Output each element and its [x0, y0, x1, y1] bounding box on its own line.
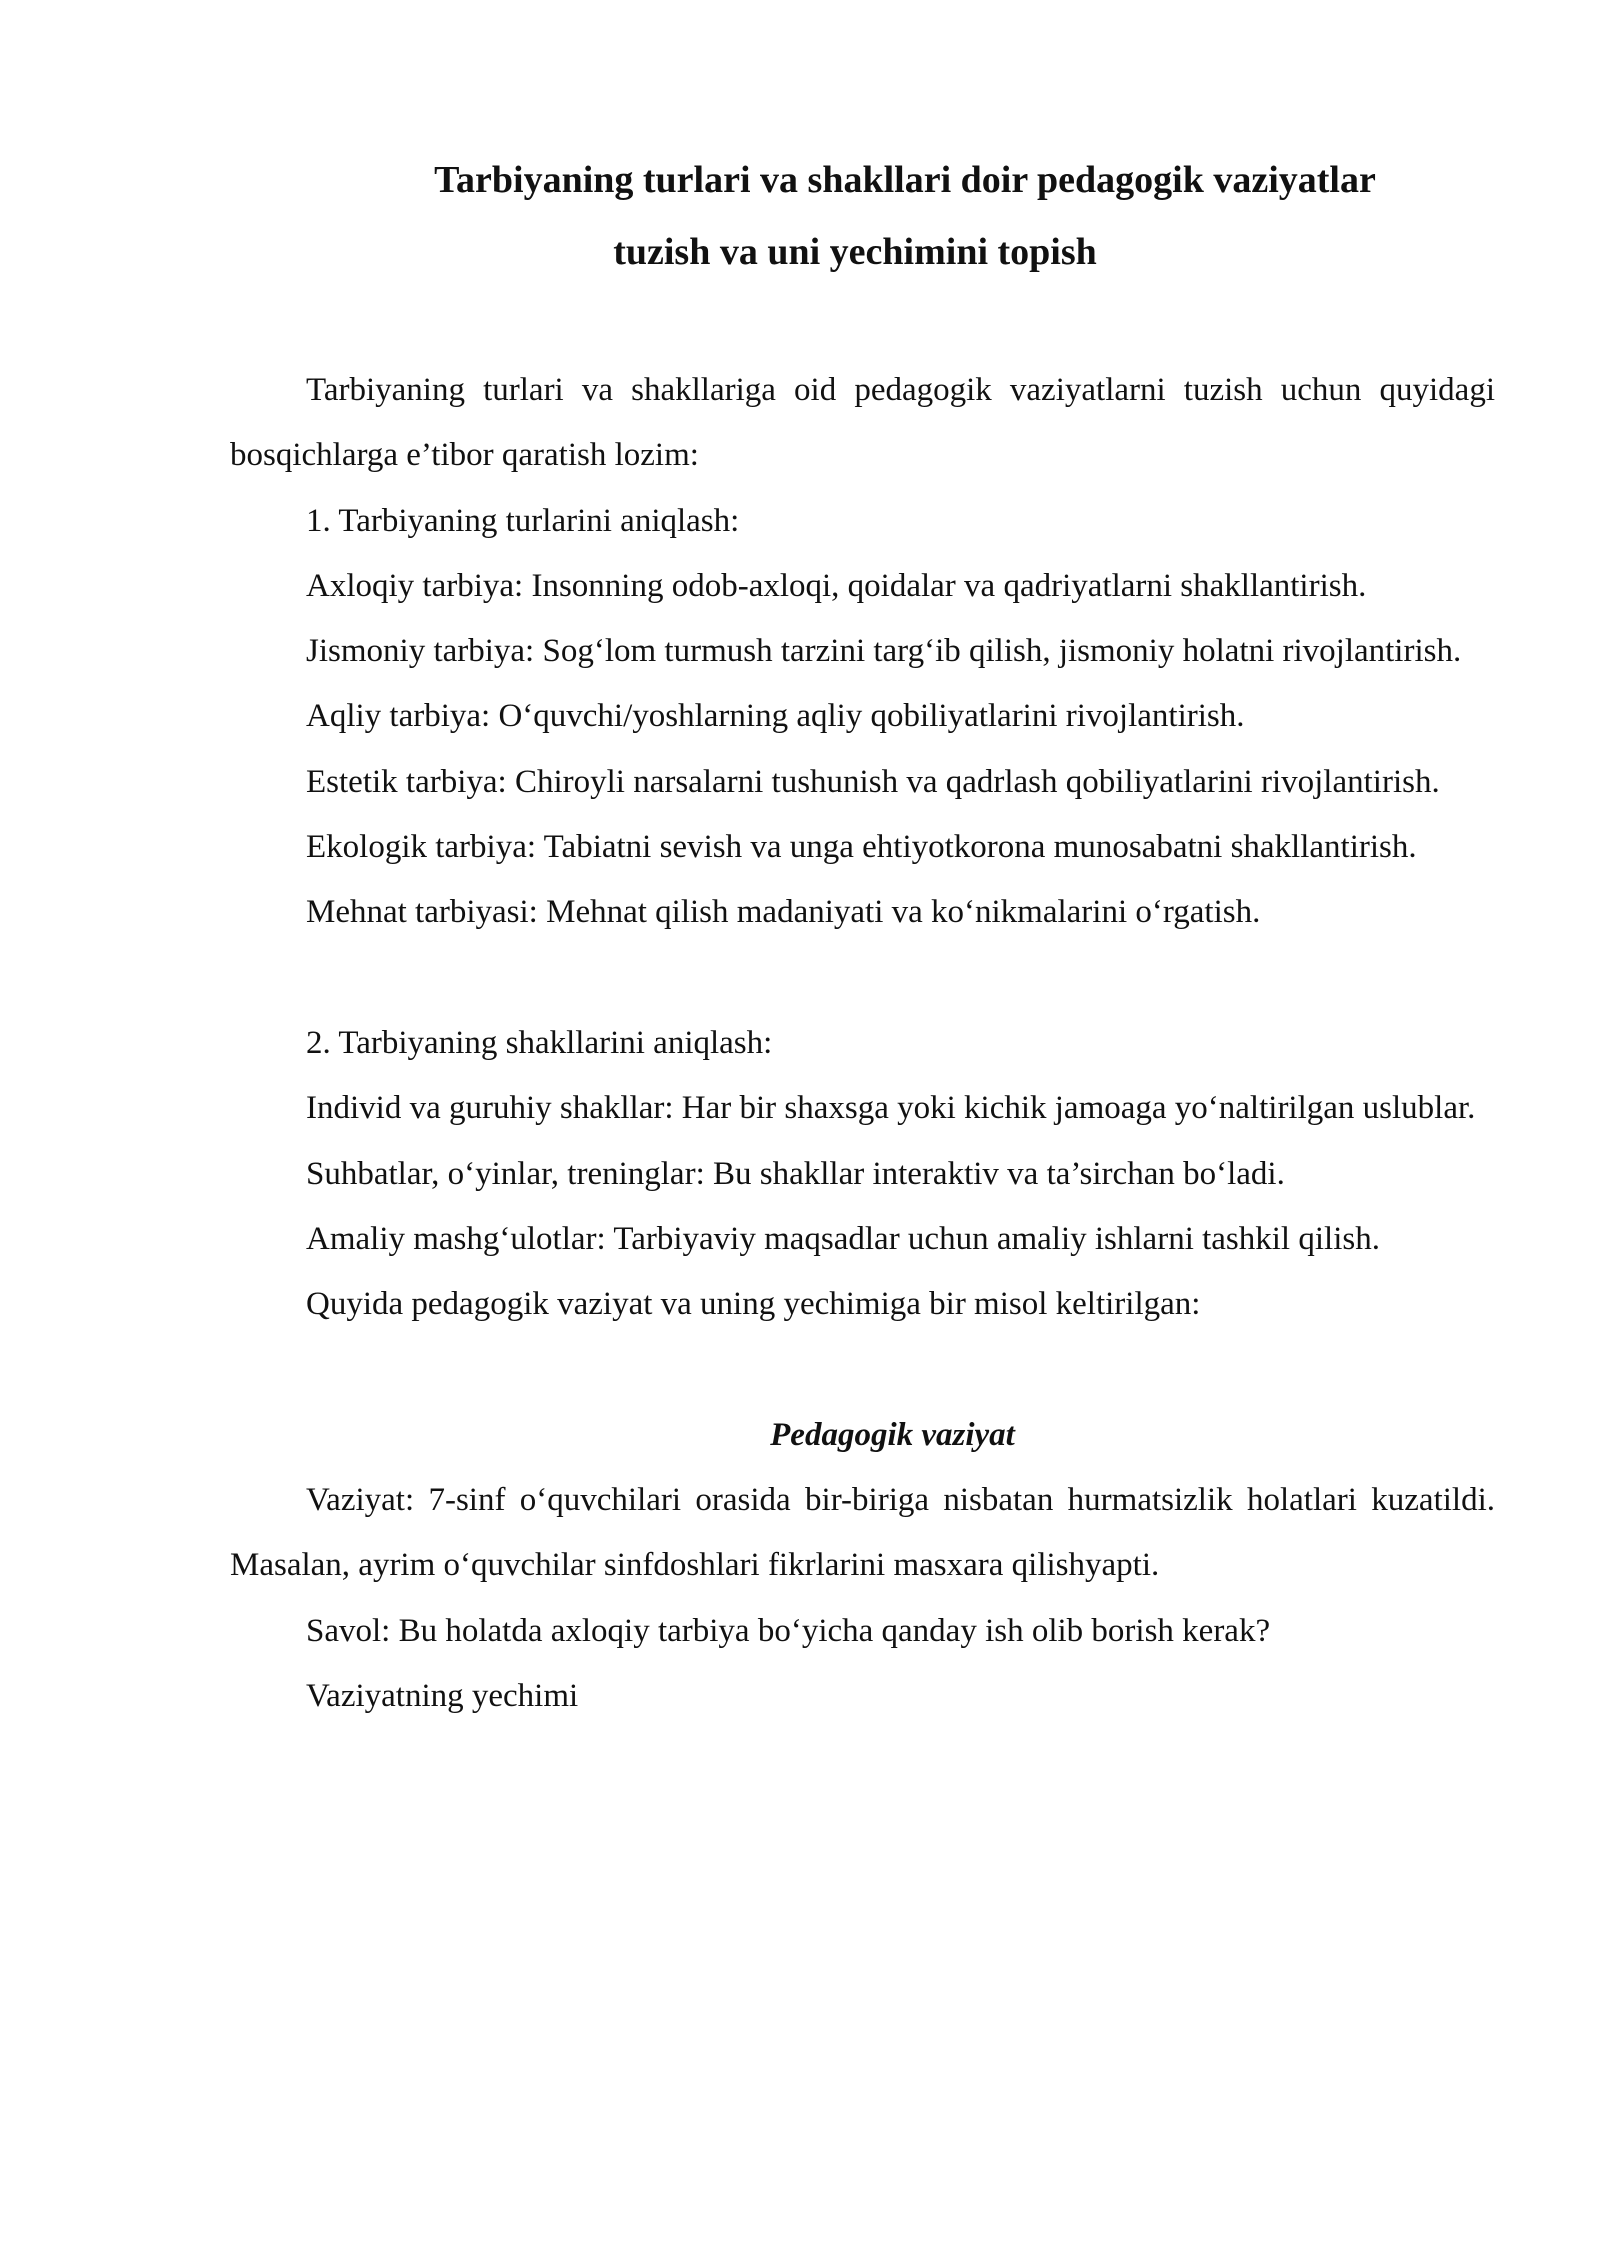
section2-item-suhbatlar: Suhbatlar, o‘yinlar, treninglar: Bu shakllar interaktiv va ta’sirchan bo‘ladi.: [306, 1155, 1285, 1192]
section1-heading: 1. Tarbiyaning turlarini aniqlash:: [306, 502, 740, 539]
situation-text: Vaziyat: 7-sinf o‘quvchilari orasida bir-biriga nisbatan hurmatsizlik holatlari kuzatildi. Masalan, ayrim o‘quvchilar sinfdoshlari fikrlarini masxara qilishyapti.: [230, 1482, 1495, 1584]
section1-item-estetik: Estetik tarbiya: Chiroyli narsalarni tushunish va qadrlash qobiliyatlarini rivojlantirish.: [306, 763, 1440, 800]
question-text: Savol: Bu holatda axloqiy tarbiya bo‘yicha qanday ish olib borish kerak?: [306, 1612, 1271, 1649]
title-line-2: tuzish va uni yechimini topish: [613, 231, 1097, 273]
section1-item-axloqiy: Axloqiy tarbiya: Insonning odob-axloqi, qoidalar va qadriyatlarni shakllantirish.: [306, 567, 1367, 604]
section1-item-aqliy: Aqliy tarbiya: O‘quvchi/yoshlarning aqliy qobiliyatlarini rivojlantirish.: [306, 698, 1245, 735]
section1-item-mehnat: Mehnat tarbiyasi: Mehnat qilish madaniyati va ko‘nikmalarini o‘rgatish.: [306, 894, 1261, 931]
blank-line: [230, 1337, 1495, 1402]
solution-label: Vaziyatning yechimi: [306, 1677, 579, 1714]
blank-line: [230, 946, 1495, 1011]
section2-item-quyida: Quyida pedagogik vaziyat va uning yechimiga bir misol keltirilgan:: [306, 1286, 1201, 1323]
section2-item-individ: Individ va guruhiy shakllar: Har bir shaxsga yoki kichik jamoaga yo‘naltirilgan uslublar.: [306, 1090, 1476, 1127]
section1-item-jismoniy: Jismoniy tarbiya: Sog‘lom turmush tarzini targ‘ib qilish, jismoniy holatni rivojlantirish.: [306, 633, 1462, 670]
title-line-1: Tarbiyaning turlari va shakllari doir pedagogik vaziyatlar: [434, 159, 1376, 201]
situation-heading: Pedagogik vaziyat: [770, 1416, 1015, 1453]
section1-item-ekologik: Ekologik tarbiya: Tabiatni sevish va unga ehtiyotkorona munosabatni shakllantirish.: [306, 829, 1417, 866]
document-body: [230, 358, 1495, 1729]
intro-paragraph: Tarbiyaning turlari va shakllariga oid pedagogik vaziyatlarni tuzish uchun quyidagi bosqichlarga e’tibor qaratish lozim:: [230, 372, 1495, 474]
document-title: [200, 144, 1500, 288]
section2-item-amaliy: Amaliy mashg‘ulotlar: Tarbiyaviy maqsadlar uchun amaliy ishlarni tashkil qilish.: [306, 1220, 1380, 1257]
section2-heading: 2. Tarbiyaning shakllarini aniqlash:: [306, 1024, 773, 1061]
